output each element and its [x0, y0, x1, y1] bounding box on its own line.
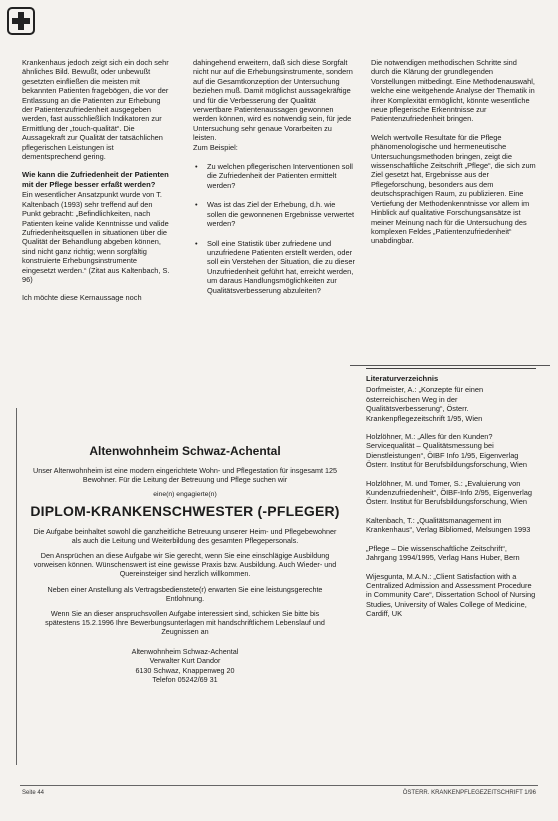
cross-logo-icon: [7, 7, 35, 35]
ad-paragraph: Wenn Sie an dieser anspruchsvollen Aufgabe interessiert sind, schicken Sie bitte bis spätestens 15.2.1996 Ihre Bewerbungsunterlagen mit handschriftlichem Lebenslauf und Zeugnissen an: [45, 609, 325, 637]
column-1: [22, 58, 172, 312]
address-line: Telefon 05242/69 31: [152, 675, 218, 685]
column-2: [193, 58, 356, 305]
journal-name: ÖSTERR. KRANKENPFLEGEZEITSCHRIFT 1/96: [402, 790, 536, 796]
address-line: Verwalter Kurt Dandor: [149, 656, 221, 666]
reference-item: Wijesgunta, M.A.N.: „Client Satisfaction with a Centralized Admission and Assessment Procedure in Community Care“, Dissertation School of Nursing Studies, University of Wales College of Medicine, Cardiff, UK: [366, 571, 536, 619]
address-line: Altenwohnheim Schwaz-Achental: [131, 646, 239, 656]
reference-item: Holzlöhner, M.: „Alles für den Kunden? Servicequalität – Qualitätsmessung bei Dienstleistungen“, ÖIBF Info 1/95, Eigenverlag Österr. Institut für Berufsbildungsforschung, Wien: [366, 432, 528, 470]
reference-item: Dorfmeister, A.: „Konzepte für einen österreichischen Weg in der Qualitätsverbesserung“, Österr. Krankenpflegezeitschrift 1/95, Wien: [366, 385, 484, 423]
reference-item: Holzlöhner, M. und Tomer, S.: „Evaluierung von Kundenzufriedenheit“, ÖIBF-Info 2/95, Eigenverlag Österr. Institut für Berufsbildungsforschung, Wien: [366, 478, 532, 507]
reference-item: „Pflege – Die wissenschaftliche Zeitschrift“, Jahrgang 1994/1995, Verlag Hans Huber, Bern: [366, 543, 520, 563]
ad-paragraph: Neben einer Anstellung als Vertragsbedienstete(r) erwarten Sie eine leistungsgerechte Entlohnung.: [47, 584, 323, 603]
references: [366, 368, 536, 628]
reference-item: Kaltenbach, T.: „Qualitätsmanagement im Krankenhaus“, Verlag Bibliomed, Melsungen 1993: [366, 515, 531, 535]
bullet-list: [193, 162, 356, 295]
paragraph: dahingehend erweitern, daß sich diese Sorgfalt nicht nur auf die Erhebungsinstrumente, sondern auf die Gesamtkonzeption der Untersuchung beziehen muß. Damit möglichst aussagekräftige und für die Verbesserung der Qualität verwertbare Patientenaussagen gewonnen werden können, wird es notwendig sein, für jede Untersuchung sehr genaue Vorarbeiten zu leisten.: [193, 58, 353, 143]
example-label: Zum Beispiel:: [193, 142, 238, 152]
ad-intro: Unser Altenwohnheim ist eine modern eingerichtete Wohn- und Pflegestation für insgesamt 125 Bewohner. Für die Leitung der Betreuung und Pflege suchen wir: [33, 466, 337, 485]
section-heading: Wie kann die Zufriedenheit der Patienten mit der Pflege besser erfaßt werden?: [22, 170, 169, 189]
ad-position: DIPLOM-KRANKENSCHWESTER (-PFLEGER): [30, 502, 340, 519]
job-advertisement: [16, 408, 353, 765]
footer-rule: [20, 785, 538, 786]
references-title: Literaturverzeichnis: [366, 368, 536, 383]
list-item: • Soll eine Statistik über zufriedene und unzufriedene Patienten erstellt werden, oder soll ein Verstehen der Situation, die zu dieser Unzufriedenheit geführt hat, erreicht werden, um daraus Handlungsmöglichkeiten zur Qualitätsverbesserung abzuleiten?: [193, 239, 356, 295]
divider: [350, 365, 550, 366]
address-line: 6130 Schwaz, Knappenweg 20: [135, 665, 235, 675]
ad-title: Altenwohnheim Schwaz-Achental: [89, 444, 281, 458]
paragraph: Ein wesentlicher Ansatzpunkt wurde von T. Kaltenbach (1993) sehr treffend auf den Punkt gebracht: „Befindlichkeiten, nach Patienten keine valide Kenntnisse und valide Zufriedenheitsquellen in situationen über die Qualität der Behandlung abgeben können, sind nicht ganz richtig; wenn sorgfältig konstruierte Erhebungsinstrumente eingesetzt werden.“ (Zitat aus Kaltenbach, S. 96): [22, 190, 170, 284]
column-3: [371, 58, 536, 255]
ad-address: [17, 647, 353, 685]
paragraph: Krankenhaus jedoch zeigt sich ein doch sehr ähnliches Bild. Bewußt, oder unbewußt gesetzten einfließen die meisten mit bekannten Patienten fragebögen, die vor der Entlassung an die Patienten zur Erhebung der Patientenzufriedenheit ausgegeben werden, fast ausschließlich Indikatoren zur Ermittlung der „touch-qualität“. Die Aussagekraft zur Qualität der tatsächlichen pflegerischen Leistungen ist dementsprechend gering.: [22, 58, 169, 162]
ad-paragraph: Die Aufgabe beinhaltet sowohl die ganzheitliche Betreuung unserer Heim- und Pflegebewohner als auch die Leitung und Weiterbildung des gesamten Pflegepersonals.: [33, 526, 337, 545]
ad-line: eine(n) engagierte(n): [153, 491, 217, 499]
paragraph: Welch wertvolle Resultate für die Pflege phänomenologische und hermeneutische Untersuchungsmethoden bringen, zeigt die wissenschaftliche Zeitschrift „Pflege“, die sich zum Ziel gesetzt hat, Ergebnisse aus der Pflegeforschung, besonders aus dem deutschsprachigen Raum, zu publizieren. Eine Vertiefung der Methodenkenntnisse vor allem im Hinblick auf qualitative Forschungsansätze ist meiner Meinung nach für die Untersuchung des komplexen Feldes „Patientenzufriedenheit“ unabdingbar.: [371, 132, 536, 246]
list-item: • Was ist das Ziel der Erhebung, d.h. wie sollen die gewonnenen Ergebnisse verwertet werden?: [193, 200, 356, 228]
paragraph: Die notwendigen methodischen Schritte sind durch die Klärung der grundlegenden Vorstellungen mitbedingt. Eine Methodenauswahl, welche eine weitgehende Analyse der Thematik in ihrer Komplexität ermöglicht, könnte wesentliche neue pflegerische Erkenntnisse zur Patientenzufriedenheit bringen.: [371, 58, 535, 124]
page-number: Seite 44: [22, 790, 45, 796]
ad-paragraph: Den Ansprüchen an diese Aufgabe wir Sie gerecht, wenn Sie eine einschlägige Ausbildung vorweisen können. Wünschenswert ist eine gewisse Praxis bzw. Ausbildung. Auch Wieder- und Quereinsteiger sind herzlich willkommen.: [33, 551, 337, 579]
list-item: • Zu welchen pflegerischen Interventionen soll die Zufriedenheit der Patienten ermittelt werden?: [193, 162, 356, 190]
paragraph: Ich möchte diese Kernaussage noch: [22, 293, 142, 303]
